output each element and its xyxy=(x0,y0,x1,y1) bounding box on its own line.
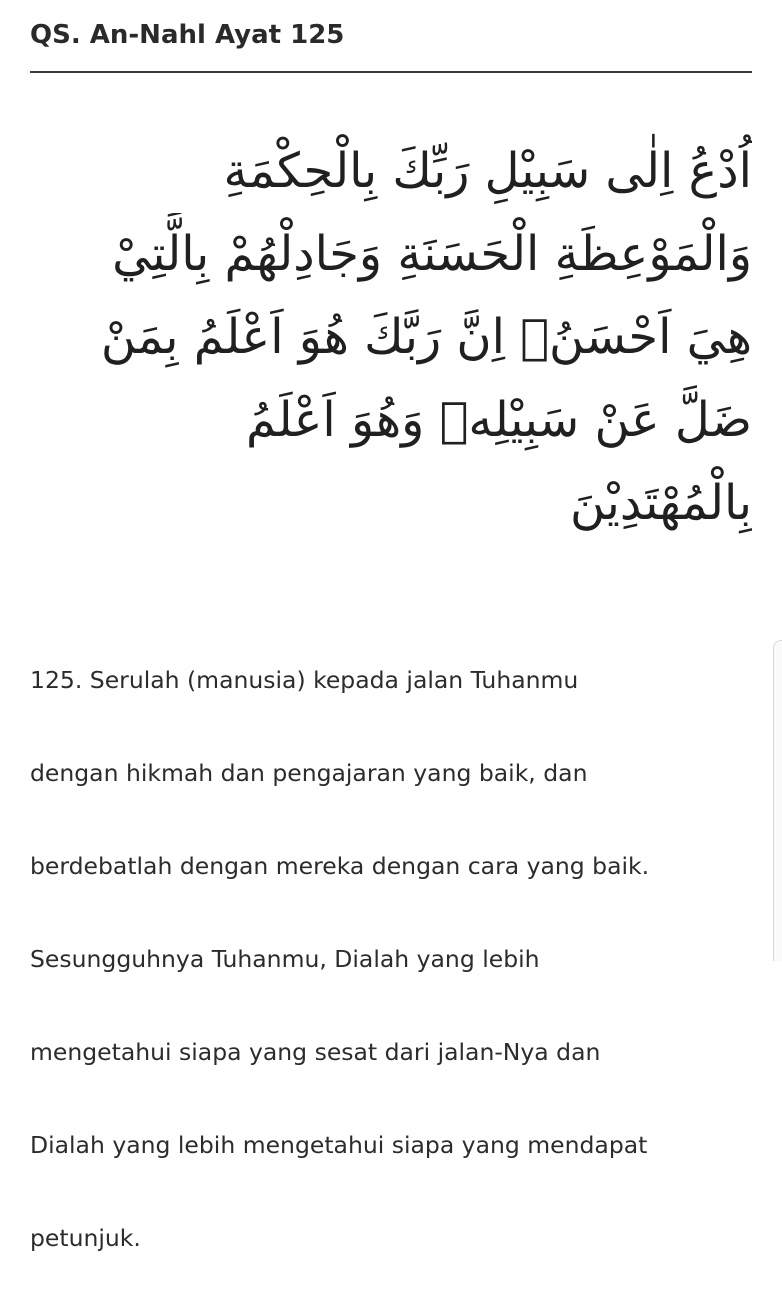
arabic-verse xyxy=(30,130,752,545)
arabic-line-5: بِالْمُهْتَدِيْنَ xyxy=(569,475,752,531)
arabic-line-4: ضَلَّ عَنْ سَبِيْلِهٖ وَهُوَ اَعْلَمُ xyxy=(245,392,752,448)
translation-line-4: Sesungguhnya Tuhanmu, Dialah yang lebih xyxy=(30,944,540,973)
translation-line-7: petunjuk. xyxy=(30,1223,141,1252)
translation-line-3: berdebatlah dengan mereka dengan cara yang baik. xyxy=(30,851,650,880)
scrollbar[interactable] xyxy=(773,640,782,961)
page-title: QS. An-Nahl Ayat 125 xyxy=(30,20,345,50)
verse-translation xyxy=(30,610,760,1308)
translation-line-5: mengetahui siapa yang sesat dari jalan-Nya dan xyxy=(30,1037,601,1066)
translation-line-1: 125. Serulah (manusia) kepada jalan Tuhanmu xyxy=(30,665,579,694)
arabic-line-3: هِيَ اَحْسَنُۗ اِنَّ رَبَّكَ هُوَ اَعْلَمُ بِمَنْ xyxy=(100,309,752,365)
translation-line-2: dengan hikmah dan pengajaran yang baik, dan xyxy=(30,758,588,787)
title-divider xyxy=(30,71,752,73)
arabic-line-1: اُدْعُ اِلٰى سَبِيْلِ رَبِّكَ بِالْحِكْمَةِ xyxy=(223,143,752,199)
arabic-line-2: وَالْمَوْعِظَةِ الْحَسَنَةِ وَجَادِلْهُمْ بِالَّتِيْ xyxy=(112,226,752,282)
translation-line-6: Dialah yang lebih mengetahui siapa yang mendapat xyxy=(30,1130,648,1159)
